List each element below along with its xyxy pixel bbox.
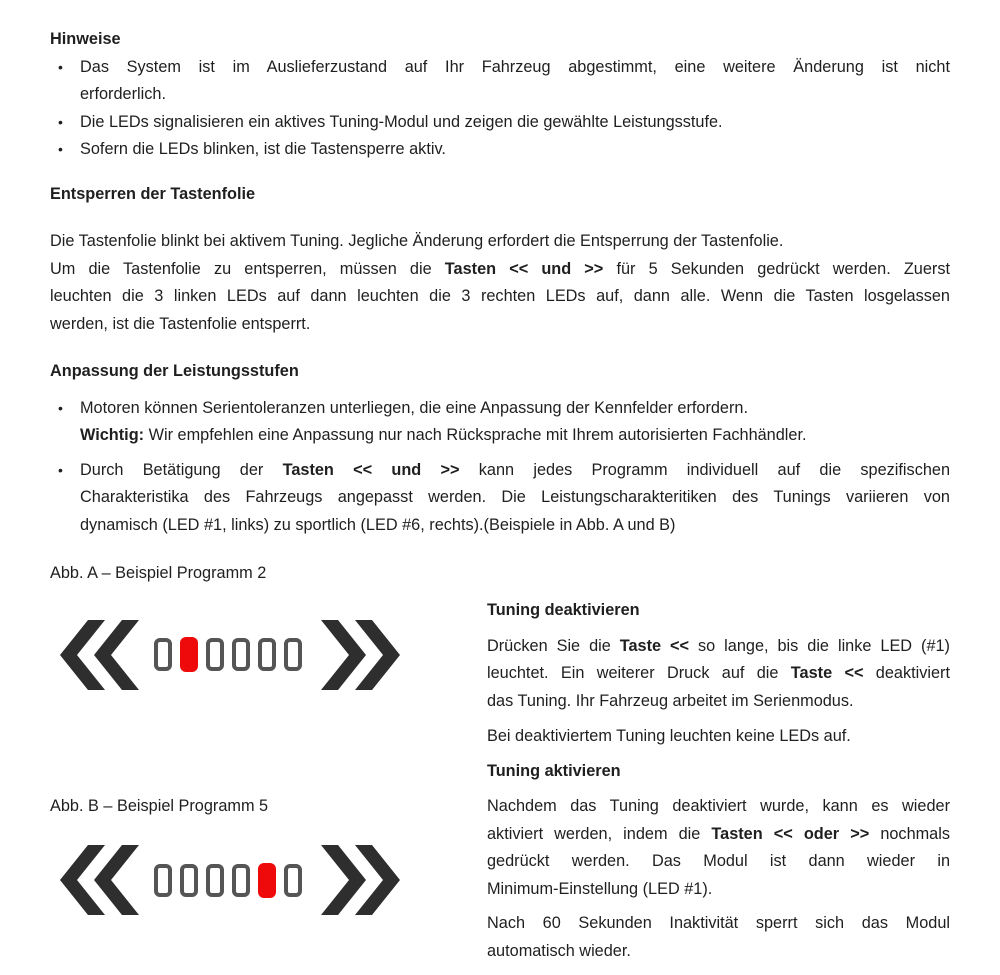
text-segment: so lange, bis die linke LED (#1) bbox=[689, 636, 950, 655]
text-line: dynamisch (LED #1, links) zu sportlich (LED #6, rechts).(Beispiele in Abb. A und B) bbox=[80, 515, 676, 534]
instructions-column bbox=[487, 560, 950, 965]
led-5 bbox=[258, 638, 276, 671]
tuning-deaktivieren-paragraph bbox=[487, 633, 950, 716]
figures-and-instructions bbox=[50, 560, 950, 965]
timeout-note bbox=[487, 910, 950, 965]
text-segment: Wir empfehlen eine Anpassung nur nach Rücksprache mit Ihrem autorisierten Fachhändler. bbox=[144, 426, 807, 444]
text-line: Minimum-Einstellung (LED #1). bbox=[487, 879, 713, 898]
led-row bbox=[154, 637, 302, 672]
text-segment: kann jedes Programm individuell auf die spezifischen bbox=[459, 460, 950, 479]
chevrons-right-icon bbox=[320, 845, 400, 915]
text-line bbox=[487, 633, 950, 661]
list-item bbox=[50, 54, 950, 109]
list-item bbox=[50, 109, 950, 137]
chevrons-right-icon bbox=[320, 620, 400, 690]
text-line: leuchten die 3 linken LEDs auf dann leuchten die 3 rechten LEDs auf, dann alle. Wenn die Tasten losgelassen bbox=[50, 287, 950, 305]
entsperren-paragraph bbox=[50, 228, 950, 338]
led-row bbox=[154, 863, 302, 898]
led-4 bbox=[232, 638, 250, 671]
led-1 bbox=[154, 638, 172, 671]
text-line: Das System ist im Auslieferzustand auf Ihr Fahrzeug abgestimmt, eine weitere Änderung ist nicht bbox=[80, 57, 950, 76]
text-line: Die Tastenfolie blinkt bei aktivem Tuning. Jegliche Änderung erfordert die Entsperrung der Tastenfolie. bbox=[50, 232, 784, 250]
list-item bbox=[50, 136, 950, 164]
bullet-icon: • bbox=[58, 141, 63, 157]
text-segment: für 5 Sekunden gedrückt werden. Zuerst bbox=[603, 259, 950, 278]
tuning-deaktivieren-title: Tuning deaktivieren bbox=[487, 601, 640, 619]
text-line bbox=[80, 422, 950, 450]
text-line: Nachdem das Tuning deaktiviert wurde, kann es wieder bbox=[487, 797, 950, 815]
section-anpassung bbox=[50, 358, 950, 539]
bold-key-label: Tasten << oder >> bbox=[711, 824, 870, 843]
led-3 bbox=[206, 638, 224, 671]
bold-key-label: Tasten << und >> bbox=[444, 259, 604, 278]
tuning-aktivieren-paragraph bbox=[487, 793, 950, 903]
list-item bbox=[50, 395, 950, 450]
entsperren-title: Entsperren der Tastenfolie bbox=[50, 184, 256, 203]
led-5-active bbox=[258, 863, 276, 898]
text-line: erforderlich. bbox=[80, 85, 166, 103]
bullet-icon: • bbox=[58, 58, 63, 75]
bold-key-label: Taste << bbox=[619, 636, 690, 655]
text-line: gedrückt werden. Das Modul ist dann wieder in bbox=[487, 852, 950, 870]
chevrons-left-icon bbox=[60, 845, 140, 915]
text-line: Nach 60 Sekunden Inaktivität sperrt sich das Modul bbox=[487, 914, 950, 932]
text-segment: Um die Tastenfolie zu entsperren, müssen die bbox=[50, 259, 445, 278]
bullet-icon: • bbox=[58, 399, 63, 416]
text-line bbox=[487, 821, 950, 849]
chevrons-left-icon bbox=[60, 620, 140, 690]
led-2 bbox=[180, 864, 198, 897]
bold-key-label: Wichtig: bbox=[80, 426, 145, 444]
list-item bbox=[50, 457, 950, 540]
hinweise-title: Hinweise bbox=[50, 30, 121, 48]
text-segment: leuchtet. Ein weiterer Druck auf die bbox=[487, 664, 791, 682]
led-2-active bbox=[180, 637, 198, 672]
text-segment: Drücken Sie die bbox=[487, 636, 620, 655]
led-6 bbox=[284, 638, 302, 671]
bullet-icon: • bbox=[58, 461, 63, 478]
bullet-icon: • bbox=[58, 113, 63, 130]
text-segment: nochmals bbox=[869, 824, 950, 843]
text-line: werden, ist die Tastenfolie entsperrt. bbox=[50, 314, 311, 333]
text-line bbox=[80, 457, 950, 485]
text-line: automatisch wieder. bbox=[487, 941, 631, 960]
figures-column bbox=[50, 560, 487, 965]
bullet-text: Sofern die LEDs blinken, ist die Tastensperre aktiv. bbox=[80, 140, 446, 158]
led-display-b bbox=[60, 845, 487, 915]
led-1 bbox=[154, 864, 172, 897]
bold-key-label: Taste << bbox=[790, 664, 864, 682]
text-line: Motoren können Serientoleranzen unterliegen, die eine Anpassung der Kennfelder erfordern. bbox=[80, 398, 748, 417]
section-entsperren bbox=[50, 181, 950, 339]
text-line: Charakteristika des Fahrzeugs angepasst werden. Die Leistungscharakteritiken des Tunings variieren von bbox=[80, 488, 950, 506]
bold-key-label: Tasten << und >> bbox=[282, 460, 460, 479]
anpassung-title: Anpassung der Leistungsstufen bbox=[50, 362, 299, 380]
led-3 bbox=[206, 864, 224, 897]
figure-b-label: Abb. B – Beispiel Programm 5 bbox=[50, 796, 269, 815]
tuning-aktivieren-title: Tuning aktivieren bbox=[487, 761, 621, 780]
no-leds-note: Bei deaktiviertem Tuning leuchten keine LEDs auf. bbox=[487, 727, 851, 745]
section-hinweise bbox=[50, 26, 950, 164]
figure-a-label: Abb. A – Beispiel Programm 2 bbox=[50, 564, 267, 582]
bullet-text: Die LEDs signalisieren ein aktives Tuning-Modul und zeigen die gewählte Leistungsstufe. bbox=[80, 112, 723, 131]
text-line: das Tuning. Ihr Fahrzeug arbeitet im Serienmodus. bbox=[487, 691, 854, 710]
text-line bbox=[50, 256, 950, 284]
text-line bbox=[487, 660, 950, 688]
bullet-text bbox=[80, 395, 950, 450]
bullet-text bbox=[80, 54, 950, 109]
bullet-text bbox=[80, 457, 950, 540]
text-segment: aktiviert werden, indem die bbox=[487, 824, 712, 843]
led-6 bbox=[284, 864, 302, 897]
text-segment: deaktiviert bbox=[863, 664, 950, 682]
text-segment: Durch Betätigung der bbox=[80, 460, 283, 479]
led-display-a bbox=[60, 620, 487, 690]
led-4 bbox=[232, 864, 250, 897]
